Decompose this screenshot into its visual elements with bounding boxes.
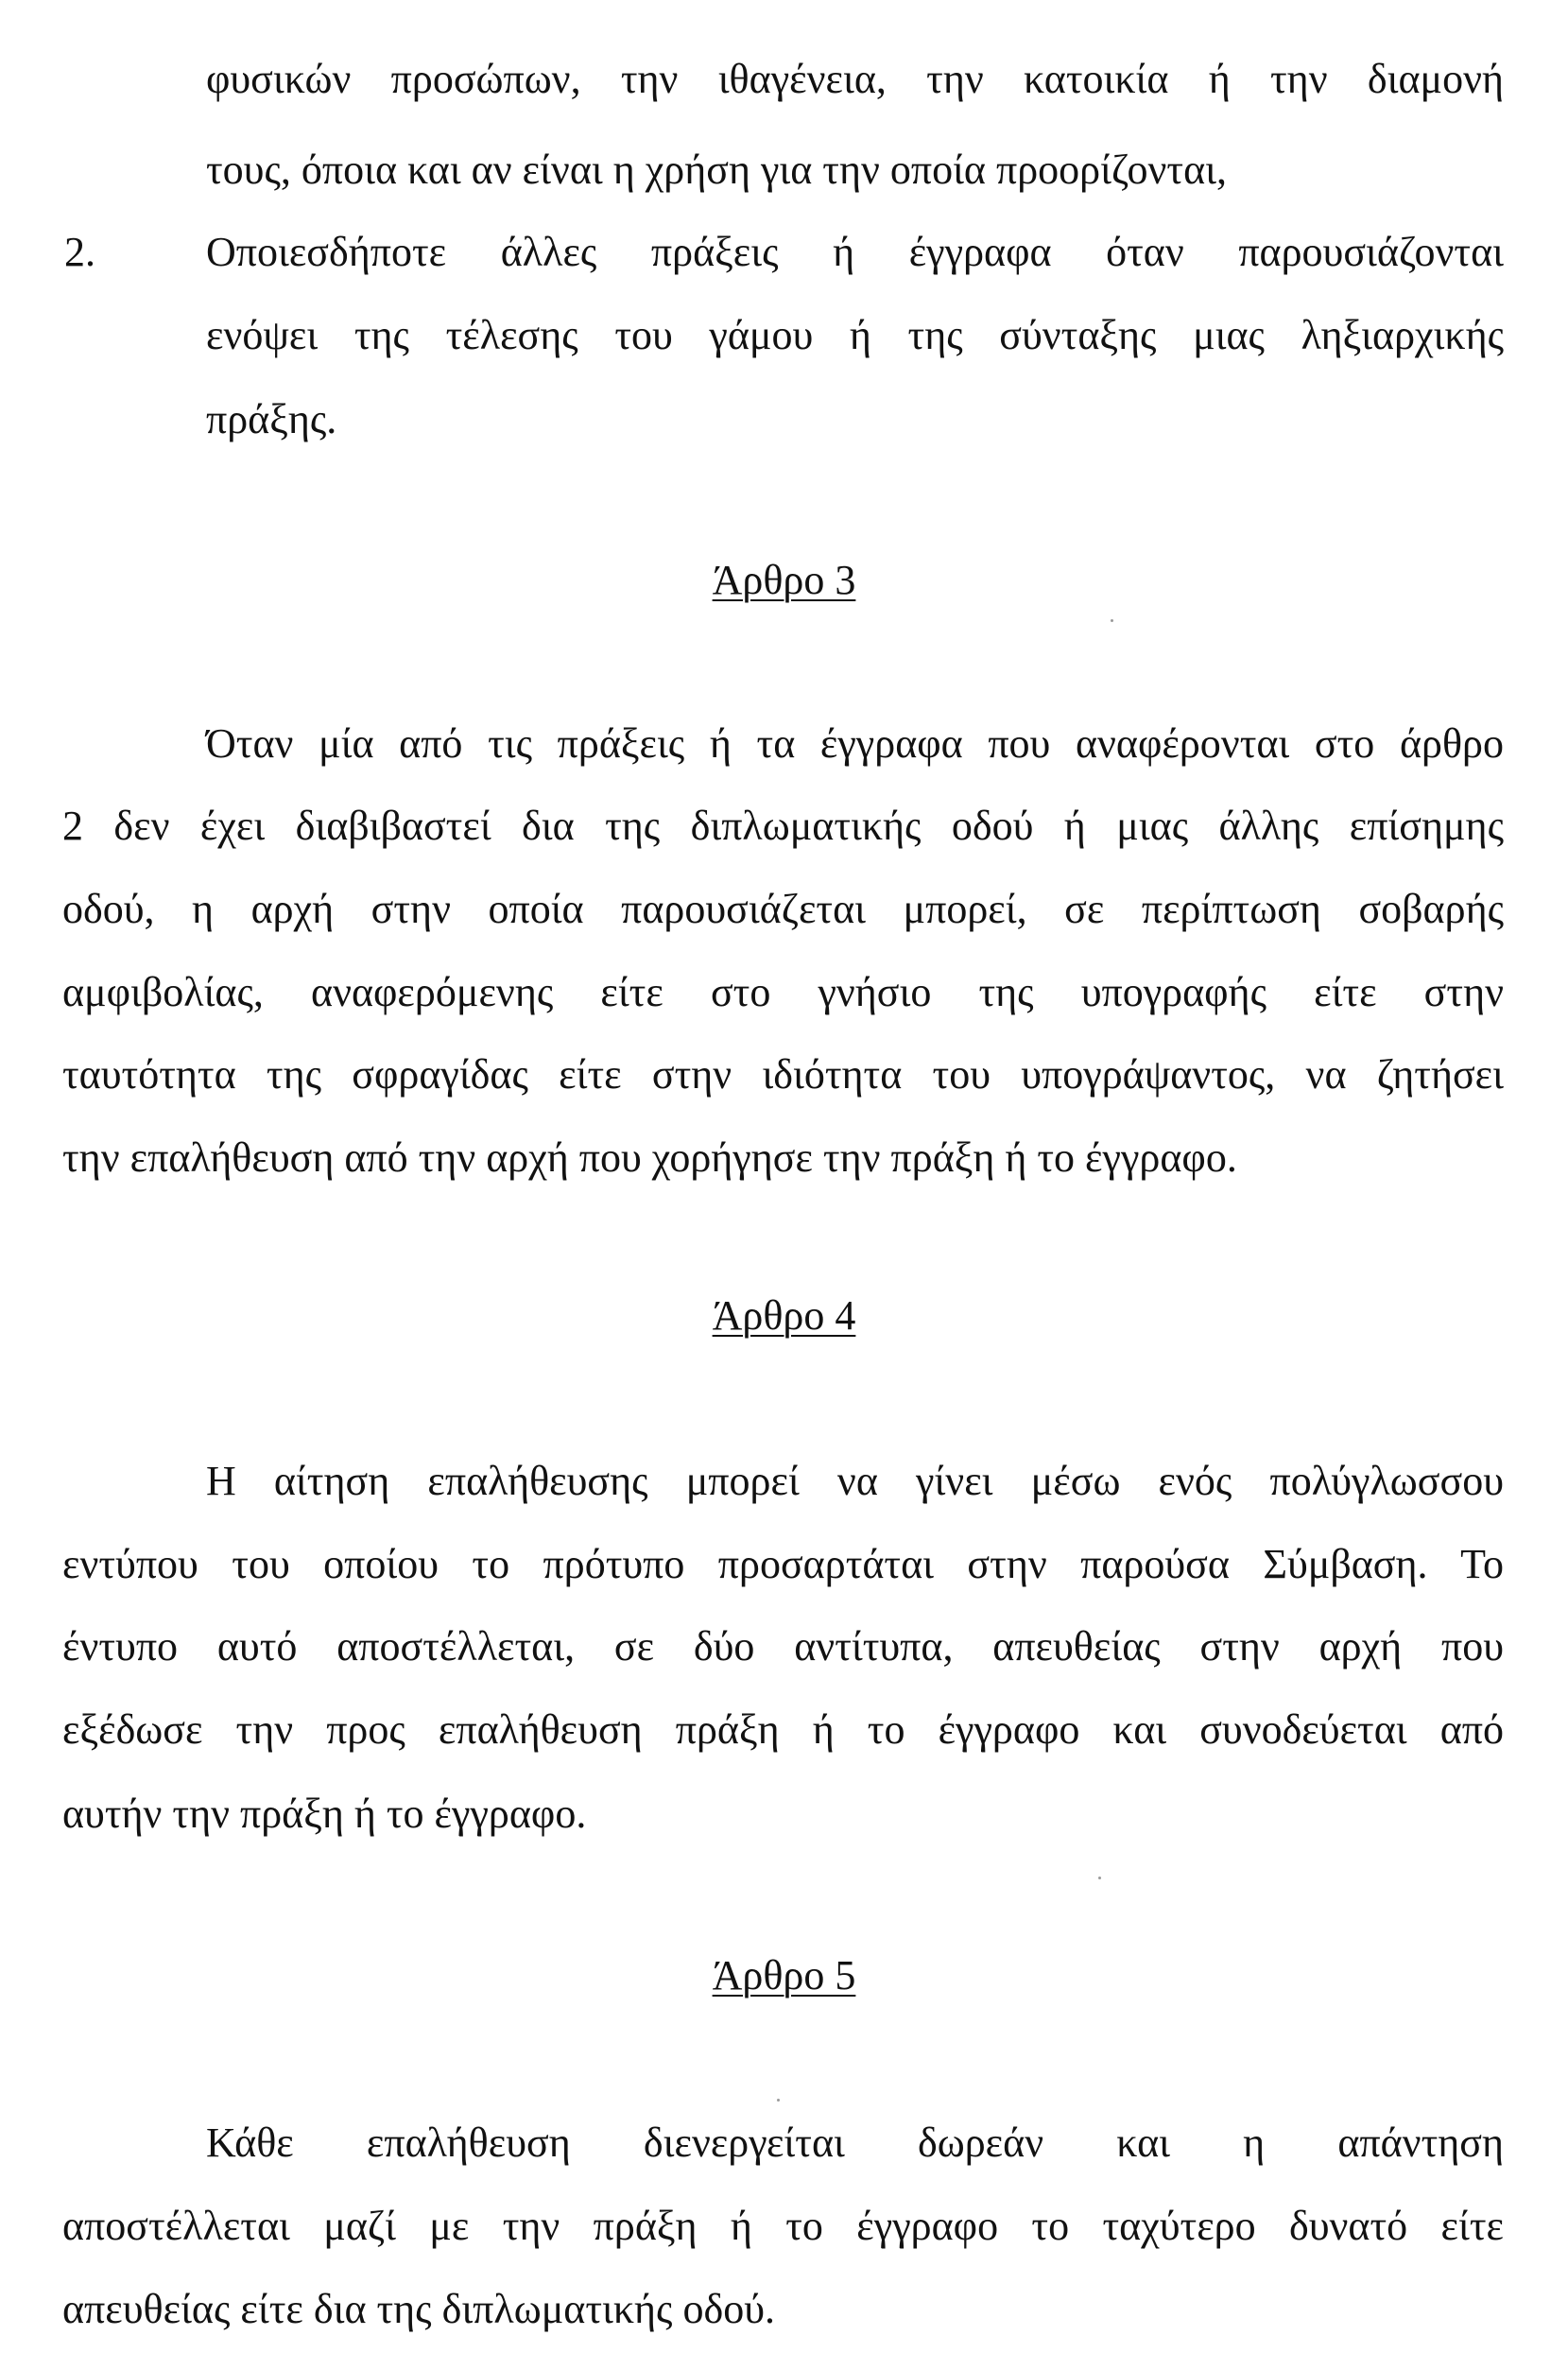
article-3-line-5: ταυτότητα της σφραγίδας είτε στην ιδιότητα του υπογράψαντος, να ζητήσει — [62, 1051, 1504, 1098]
item-2-line-2: ενόψει της τέλεσης του γάμου ή της σύνταξης μιας ληξιαρχικής — [206, 312, 1504, 358]
article-5-heading: Άρθρο 5 — [712, 1952, 856, 1998]
article-5-line-2: αποστέλλεται μαζί με την πράξη ή το έγγραφο το ταχύτερο δυνατό είτε — [62, 2203, 1504, 2249]
article-4-line-3: έντυπο αυτό αποστέλλεται, σε δύο αντίτυπα, απευθείας στην αρχή που — [62, 1623, 1504, 1670]
article-3-line-2: 2 δεν έχει διαβιβαστεί δια της διπλωματικής οδού ή μιας άλλης επίσημης — [62, 803, 1504, 849]
article-3-line-4: αμφιβολίας, αναφερόμενης είτε στο γνήσιο της υπογραφής είτε στην — [62, 969, 1504, 1015]
continuation-line-2: τους, όποια και αν είναι η χρήση για την οποία προορίζονται, — [206, 147, 1227, 193]
article-3-line-6: την επαλήθευση από την αρχή που χορήγησε την πράξη ή το έγγραφο. — [62, 1134, 1237, 1181]
article-3-heading: Άρθρο 3 — [712, 557, 856, 603]
item-number-2: 2. — [64, 229, 95, 275]
article-5-line-1: Κάθε επαλήθευση διενεργείται δωρεάν και η απάντηση — [206, 2119, 1504, 2166]
article-4-heading: Άρθρο 4 — [712, 1292, 856, 1339]
item-2-line-1: Οποιεσδήποτε άλλες πράξεις ή έγγραφα όταν παρουσιάζονται — [206, 229, 1504, 275]
article-3-line-3: οδού, η αρχή στην οποία παρουσιάζεται μπορεί, σε περίπτωση σοβαρής — [62, 886, 1504, 932]
scan-speck — [777, 2099, 780, 2102]
article-5-line-3: απευθείας είτε δια της διπλωματικής οδού. — [62, 2286, 775, 2332]
continuation-line-1: φυσικών προσώπων, την ιθαγένεια, την κατοικία ή την διαμονή — [206, 56, 1504, 102]
article-4-line-5: αυτήν την πράξη ή το έγγραφο. — [62, 1791, 587, 1837]
item-2-line-3: πράξης. — [206, 396, 337, 442]
article-4-line-2: εντύπου του οποίου το πρότυπο προσαρτάται στην παρούσα Σύμβαση. Το — [62, 1541, 1504, 1587]
article-4-line-4: εξέδωσε την προς επαλήθευση πράξη ή το έγγραφο και συνοδεύεται από — [62, 1706, 1504, 1753]
article-3-line-1: Όταν μία από τις πράξεις ή τα έγγραφα που αναφέρονται στο άρθρο — [206, 720, 1504, 767]
scan-speck — [1111, 619, 1113, 622]
scan-speck — [1098, 1877, 1101, 1879]
article-4-line-1: Η αίτηση επαλήθευσης μπορεί να γίνει μέσω ενός πολύγλωσσου — [206, 1458, 1504, 1504]
